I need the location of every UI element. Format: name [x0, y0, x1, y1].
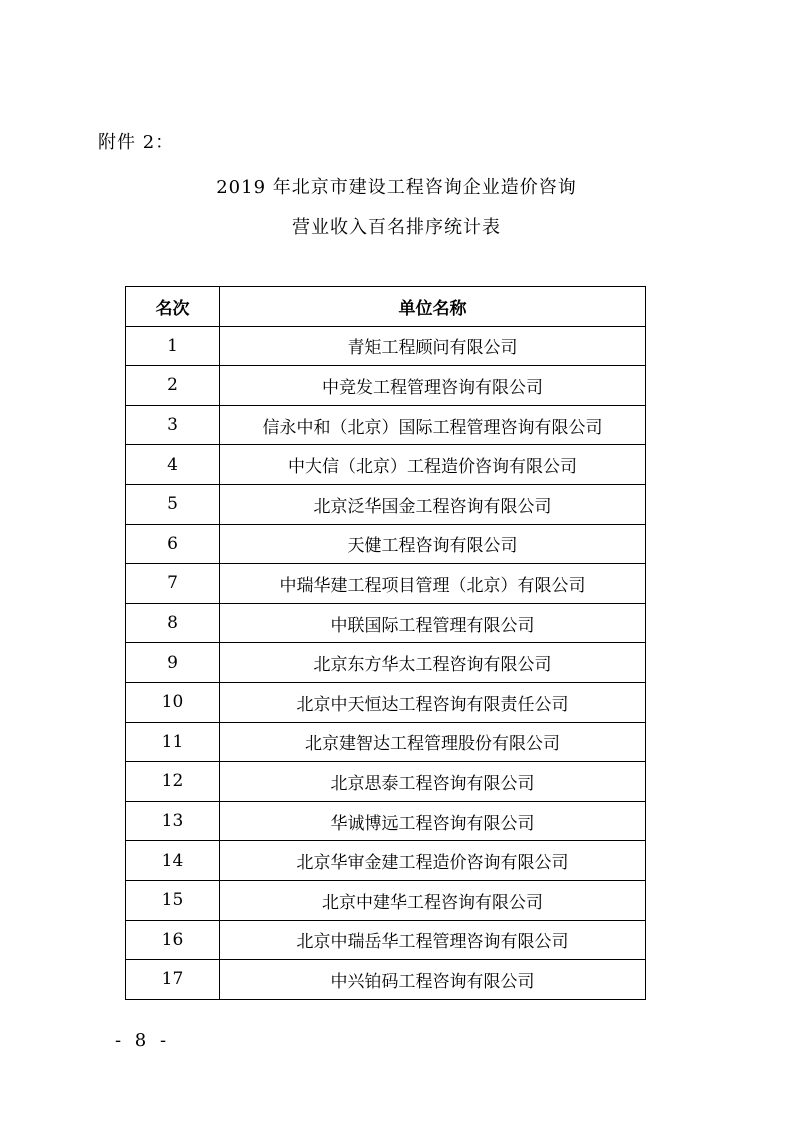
- table-row: [126, 920, 646, 960]
- table-row: [126, 326, 646, 366]
- header-company-name: 单位名称: [220, 287, 646, 327]
- table-row: [126, 603, 646, 643]
- rank-cell: 16: [126, 920, 220, 960]
- ranking-table: [125, 286, 646, 1000]
- rank-cell: 6: [126, 524, 220, 564]
- rank-cell: 14: [126, 841, 220, 881]
- rank-cell: 12: [126, 762, 220, 802]
- rank-cell: 7: [126, 564, 220, 604]
- table-row: [126, 722, 646, 762]
- rank-cell: 8: [126, 603, 220, 643]
- table-row: [126, 484, 646, 524]
- company-name-cell: 中联国际工程管理有限公司: [220, 603, 646, 643]
- company-name-cell: 北京东方华太工程咨询有限公司: [220, 643, 646, 683]
- table-row: [126, 564, 646, 604]
- rank-cell: 17: [126, 960, 220, 1000]
- rank-cell: 5: [126, 484, 220, 524]
- rank-cell: 4: [126, 445, 220, 485]
- company-name-cell: 中大信（北京）工程造价咨询有限公司: [220, 445, 646, 485]
- company-name-cell: 中竞发工程管理咨询有限公司: [220, 366, 646, 406]
- table-row: [126, 524, 646, 564]
- table-row: [126, 801, 646, 841]
- rank-cell: 13: [126, 801, 220, 841]
- company-name-cell: 北京中瑞岳华工程管理咨询有限公司: [220, 920, 646, 960]
- company-name-cell: 华诚博远工程咨询有限公司: [220, 801, 646, 841]
- company-name-cell: 青矩工程顾问有限公司: [220, 326, 646, 366]
- company-name-cell: 北京华审金建工程造价咨询有限公司: [220, 841, 646, 881]
- table-row: [126, 682, 646, 722]
- company-name-cell: 北京中建华工程咨询有限公司: [220, 880, 646, 920]
- table-row: [126, 643, 646, 683]
- table-row: [126, 405, 646, 445]
- header-rank: 名次: [126, 287, 220, 327]
- table-row: [126, 960, 646, 1000]
- table-header-row: [126, 287, 646, 327]
- rank-cell: 10: [126, 682, 220, 722]
- page-number: - 8 -: [115, 1030, 171, 1051]
- rank-cell: 3: [126, 405, 220, 445]
- company-name-cell: 北京泛华国金工程咨询有限公司: [220, 484, 646, 524]
- company-name-cell: 北京思泰工程咨询有限公司: [220, 762, 646, 802]
- company-name-cell: 天健工程咨询有限公司: [220, 524, 646, 564]
- table-body: [126, 326, 646, 999]
- rank-cell: 2: [126, 366, 220, 406]
- rank-cell: 15: [126, 880, 220, 920]
- table-row: [126, 880, 646, 920]
- rank-cell: 9: [126, 643, 220, 683]
- table-row: [126, 762, 646, 802]
- table-row: [126, 445, 646, 485]
- company-name-cell: 信永中和（北京）国际工程管理咨询有限公司: [220, 405, 646, 445]
- rank-cell: 1: [126, 326, 220, 366]
- attachment-label: 附件 2：: [98, 132, 175, 153]
- company-name-cell: 北京中天恒达工程咨询有限责任公司: [220, 682, 646, 722]
- document-title-line1: 2019 年北京市建设工程咨询企业造价咨询: [216, 177, 577, 198]
- rank-cell: 11: [126, 722, 220, 762]
- company-name-cell: 中兴铂码工程咨询有限公司: [220, 960, 646, 1000]
- company-name-cell: 北京建智达工程管理股份有限公司: [220, 722, 646, 762]
- table-row: [126, 366, 646, 406]
- document-title-line2: 营业收入百名排序统计表: [292, 217, 501, 238]
- company-name-cell: 中瑞华建工程项目管理（北京）有限公司: [220, 564, 646, 604]
- table-row: [126, 841, 646, 881]
